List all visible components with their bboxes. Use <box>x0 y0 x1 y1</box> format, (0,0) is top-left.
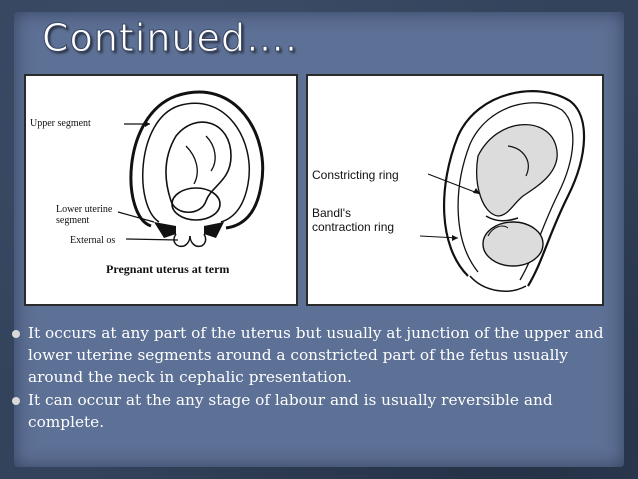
label-bandls-line1: Bandl's <box>312 206 351 220</box>
label-lower-line1: Lower uterine <box>56 204 113 215</box>
bullet-list <box>10 322 622 434</box>
label-bandls-ring <box>312 206 394 234</box>
pregnant-uterus-figure <box>24 74 298 306</box>
contraction-ring-drawing <box>308 76 602 304</box>
label-lower-uterine-segment <box>56 204 112 226</box>
bullet-icon <box>12 330 20 338</box>
bullet-icon <box>12 397 20 405</box>
slide-title: Continued…. <box>42 16 299 60</box>
label-external-os: External os <box>70 235 116 246</box>
bullet-item <box>10 389 622 433</box>
contraction-ring-figure <box>306 74 604 306</box>
figure-caption: Pregnant uterus at term <box>106 262 230 276</box>
label-upper-segment: Upper segment <box>30 118 91 129</box>
label-bandls-line2: contraction ring <box>312 220 395 234</box>
bullet-text: It occurs at any part of the uterus but usually at junction of the upper and lower uterine segments around a constricted part of the fetus usually around the neck in cephalic presentation. <box>28 324 604 386</box>
label-lower-line2: segment <box>56 215 90 226</box>
label-constricting-ring: Constricting ring <box>312 168 399 182</box>
bullet-text: It can occur at the any stage of labour and is usually reversible and complete. <box>28 391 553 431</box>
bullet-item <box>10 322 622 388</box>
